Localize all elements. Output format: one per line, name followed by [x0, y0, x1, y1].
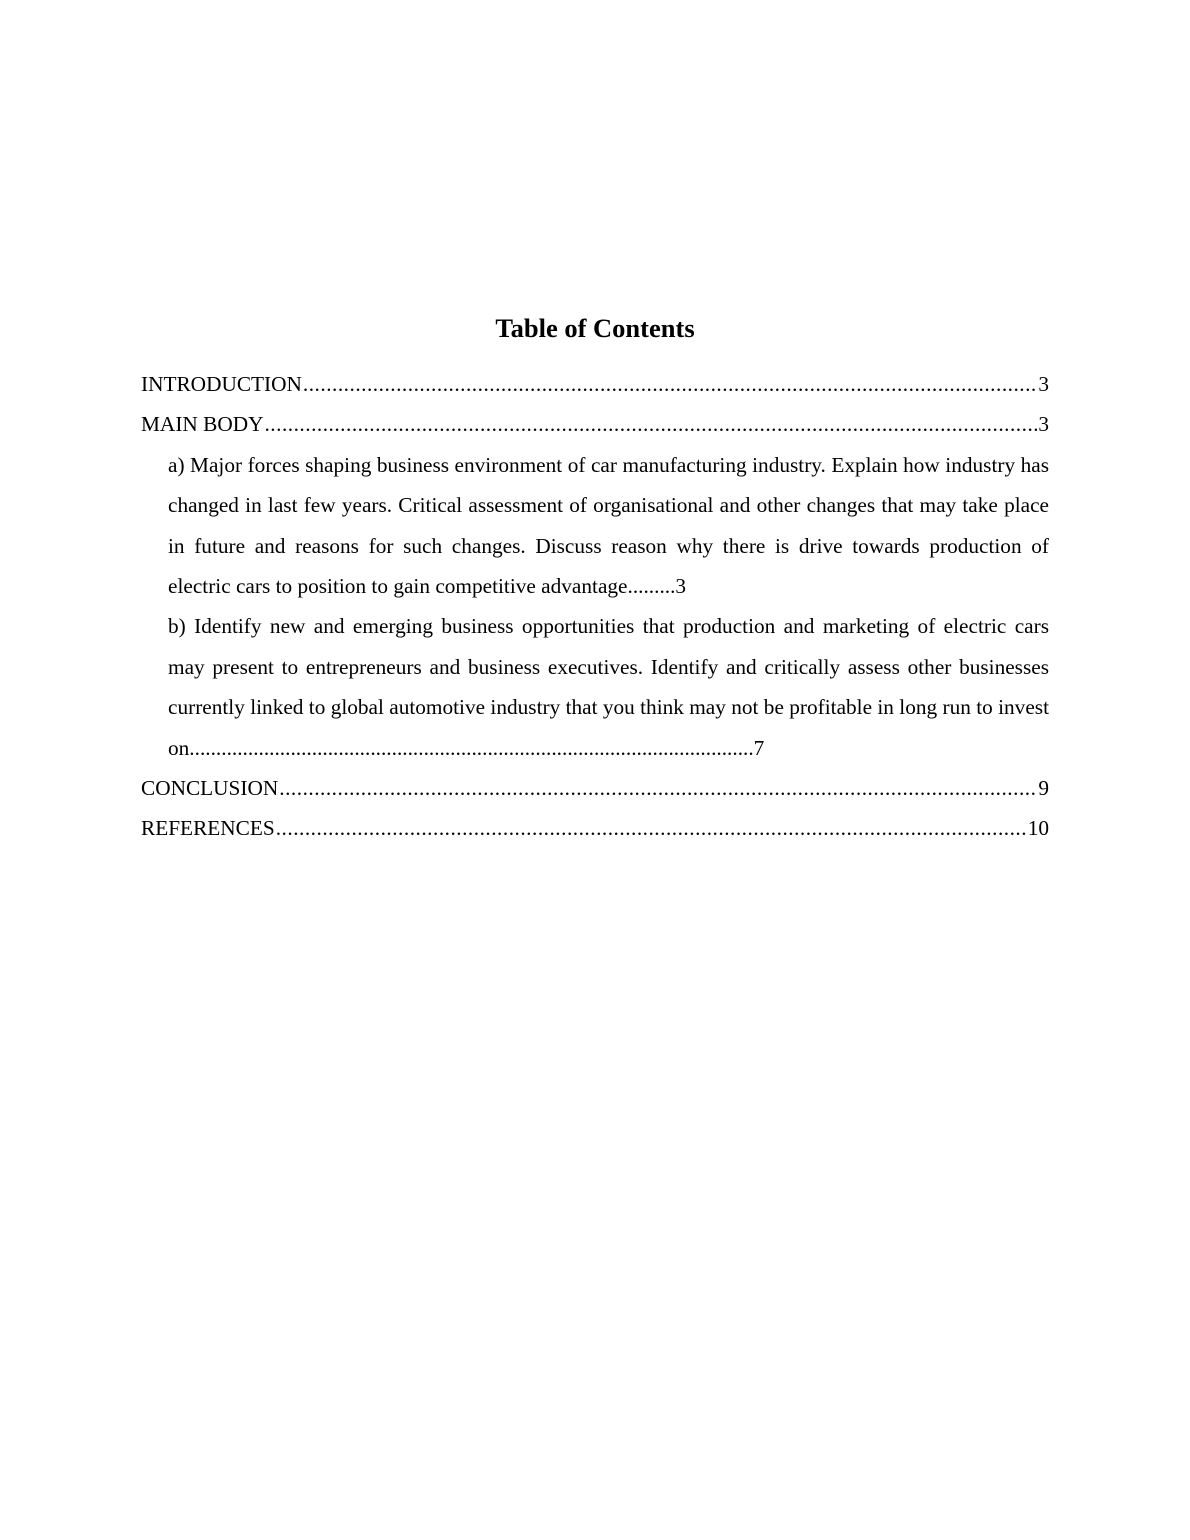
- toc-page-number: 9: [1038, 776, 1049, 801]
- toc-dot-leader: ..........................................................................................................: [189, 735, 754, 760]
- toc-entry-label: INTRODUCTION: [141, 372, 302, 396]
- toc-entry-references[interactable]: [141, 808, 1049, 848]
- toc-dot-leader: [276, 808, 1027, 848]
- toc-entry-main-body[interactable]: [141, 404, 1049, 444]
- toc-dot-leader: [264, 404, 1037, 444]
- toc-page-number: 3: [1038, 372, 1049, 396]
- toc-entry-conclusion[interactable]: [141, 768, 1049, 808]
- toc-entry-label: CONCLUSION: [141, 776, 279, 801]
- toc-dot-leader: [303, 364, 1037, 404]
- toc-page-number: 3: [1038, 412, 1049, 437]
- toc-entry-label: a) Major forces shaping business environment of car manufacturing industry. Explain how industry has changed in last few years. Critical assessment of organisational and other changes that may take place in future and reasons for such changes. Discuss reason why there is drive towards production of electric cars to position to gain competitive advantage: [168, 452, 1049, 599]
- toc-entry-introduction[interactable]: [141, 364, 1049, 404]
- toc-dot-leader: [628, 574, 676, 598]
- toc-dot-leader: [279, 768, 1037, 808]
- toc-subentry-a[interactable]: [168, 445, 1049, 607]
- toc-page-number: 3: [675, 574, 687, 599]
- table-of-contents: [141, 364, 1049, 849]
- toc-title: Table of Contents: [495, 313, 695, 343]
- toc-entry-label: b) Identify new and emerging business opportunities that production and marketing of electric cars may present to entrepreneurs and business executives. Identify and critically assess other businesses currently linked to global automotive industry that you think may not be profitable in long run to invest on: [168, 614, 1049, 760]
- toc-entry-label: REFERENCES: [141, 816, 275, 841]
- toc-page-number: 10: [1027, 816, 1049, 841]
- toc-entry-label: MAIN BODY: [141, 412, 264, 437]
- toc-subentry-b[interactable]: [168, 606, 1049, 768]
- toc-page-number: 7: [753, 735, 765, 760]
